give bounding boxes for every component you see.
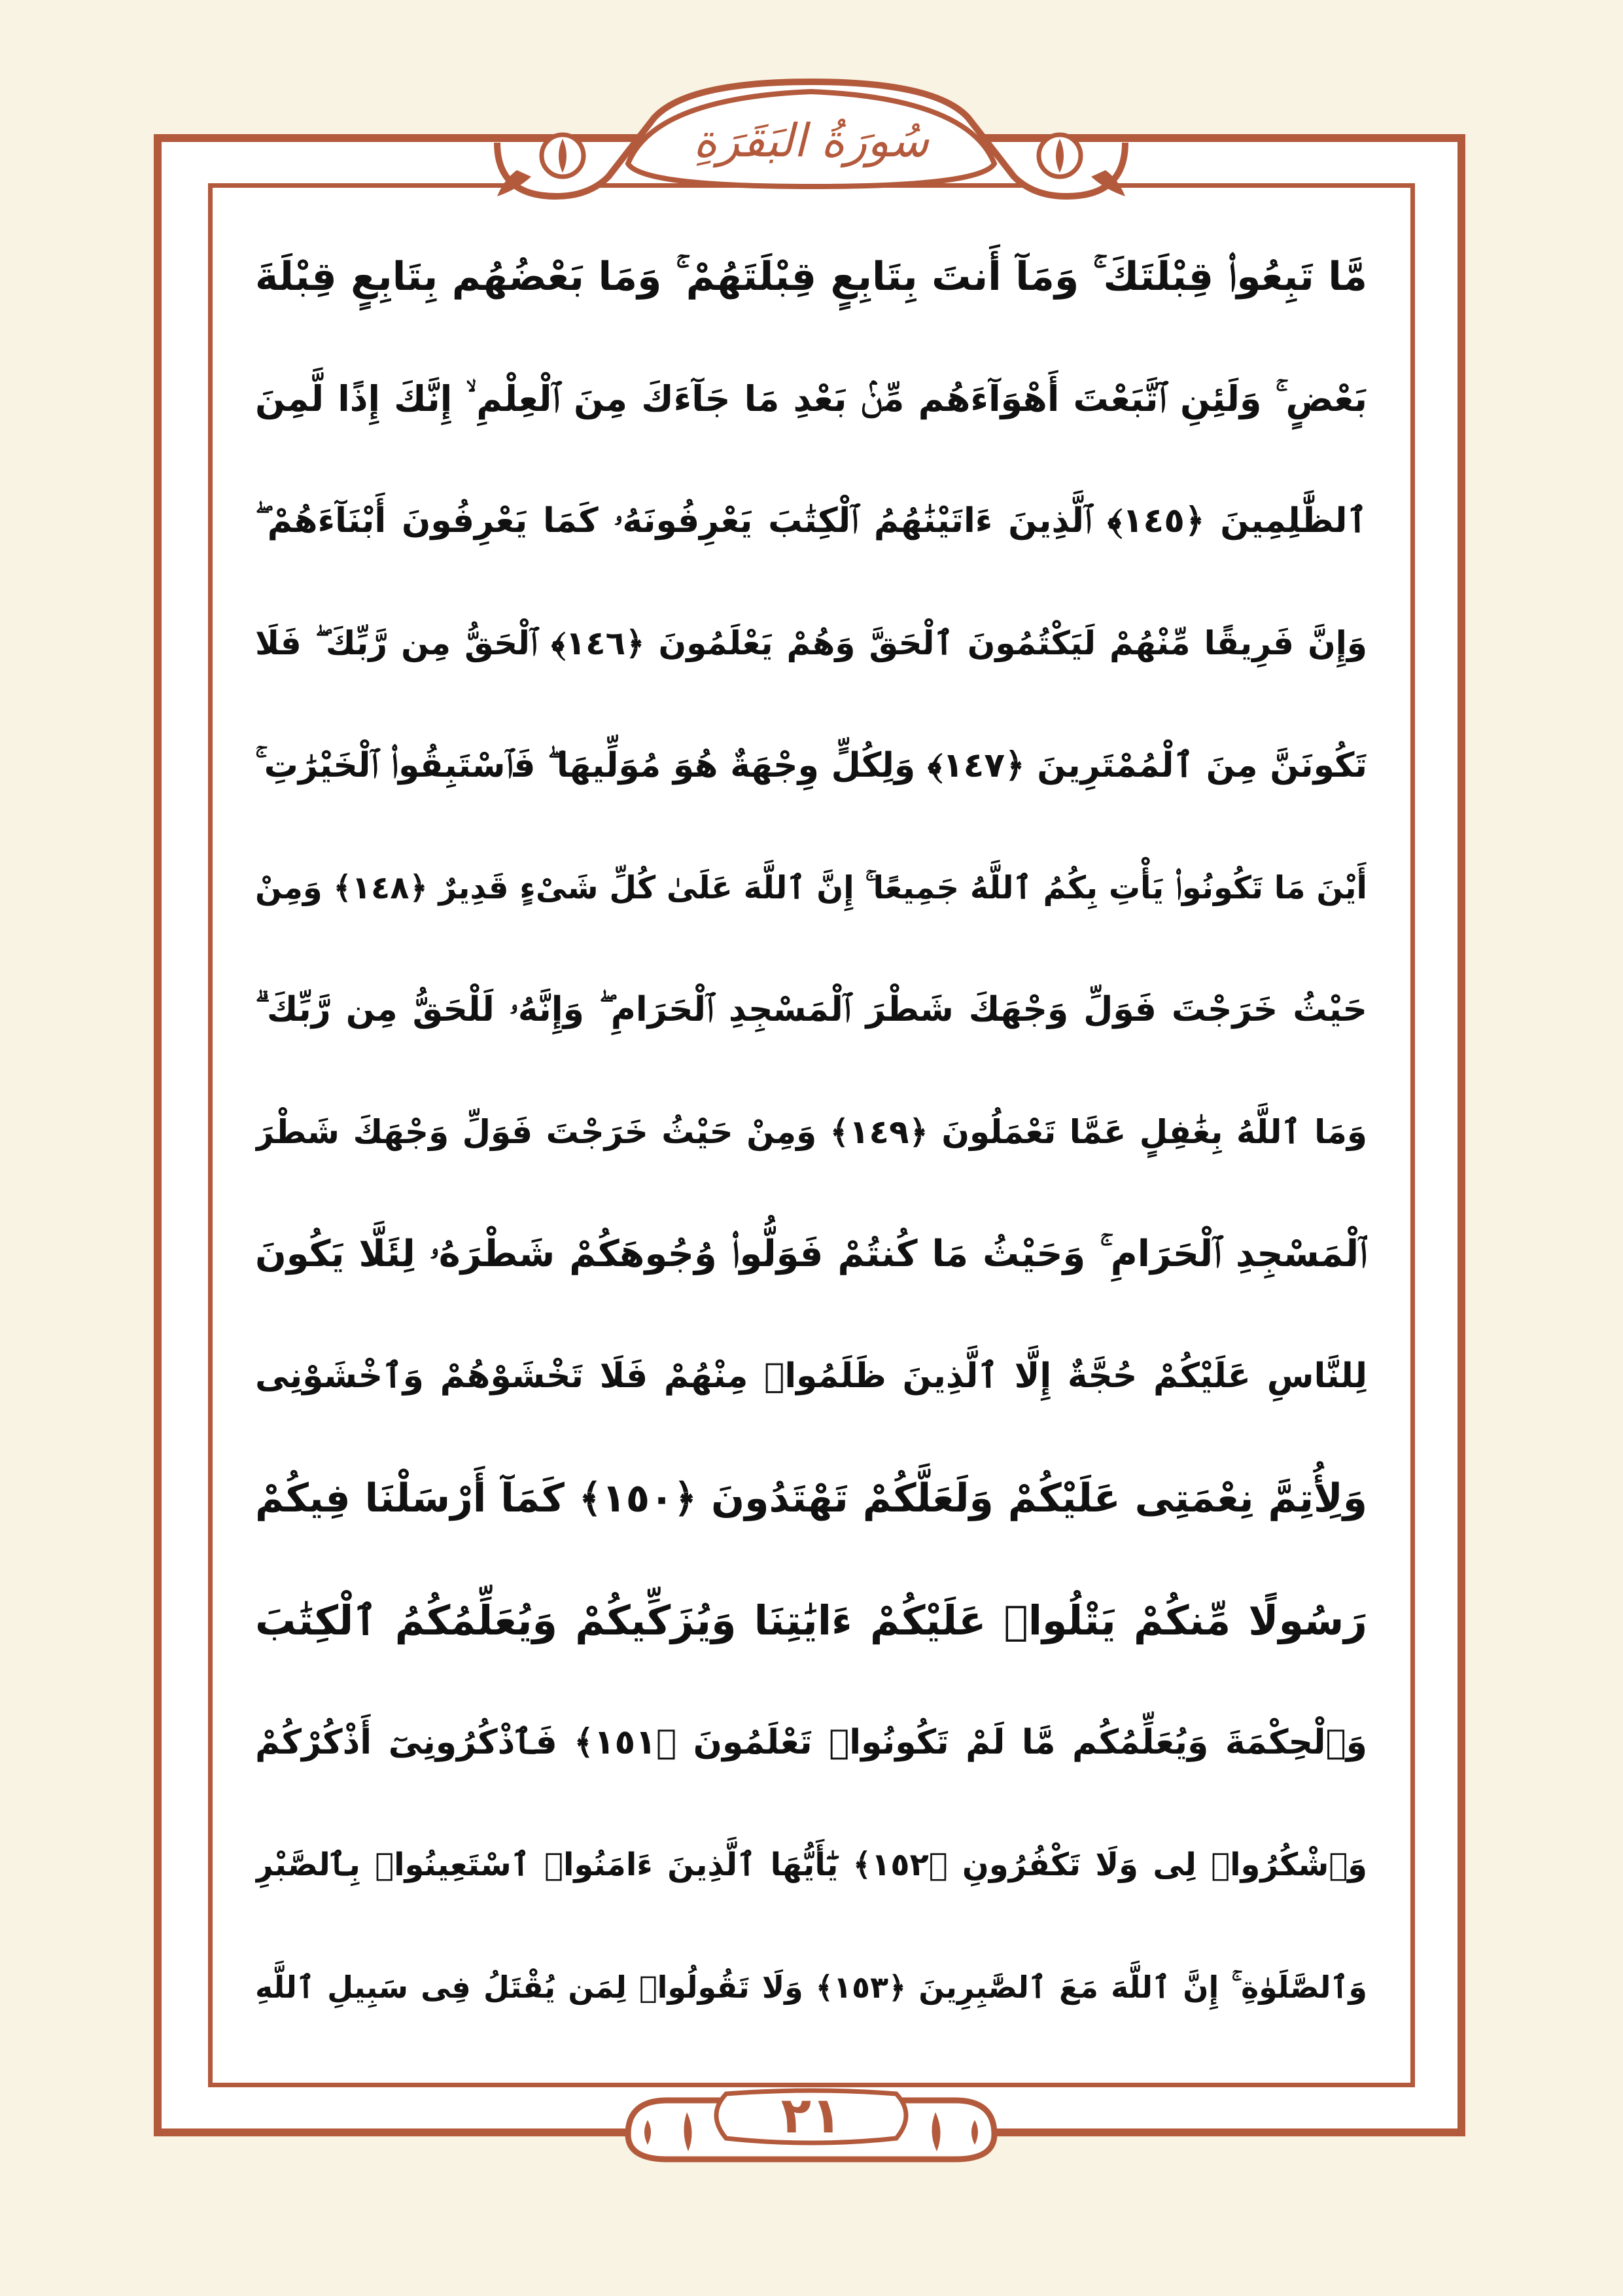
text-line-4: وَإِنَّ فَرِيقًا مِّنْهُمْ لَيَكْتُمُونَ ٱلْحَقَّ وَهُمْ يَعْلَمُونَ ﴿١٤٦﴾ ٱلْحَقُّ مِن رَّبِّكَ ۖ فَلَا: [255, 624, 1367, 663]
text-line-5: تَكُونَنَّ مِنَ ٱلْمُمْتَرِينَ ﴿١٤٧﴾ وَلِكُلٍّ وِجْهَةٌ هُوَ مُوَلِّيهَا ۖ فَٱسْتَبِقُوا۟ ٱلْخَيْرَٰتِ ۚ: [255, 745, 1367, 785]
text-line-14: وَٱشْكُرُوا۟ لِى وَلَا تَكْفُرُونِ ﴿١٥٢﴾ يَٰٓأَيُّهَا ٱلَّذِينَ ءَامَنُوا۟ ٱسْتَعِينُوا۟ بِٱلصَّبْرِ: [255, 1846, 1367, 1884]
page-number: ٢١: [780, 2086, 842, 2144]
text-line-15: وَٱلصَّلَوٰةِ ۚ إِنَّ ٱللَّهَ مَعَ ٱلصَّٰبِرِينَ ﴿١٥٣﴾ وَلَا تَقُولُوا۟ لِمَن يُقْتَلُ فِى سَبِيلِ ٱللَّهِ: [255, 1969, 1367, 2005]
text-line-13: وَٱلْحِكْمَةَ وَيُعَلِّمُكُم مَّا لَمْ تَكُونُوا۟ تَعْلَمُونَ ﴿١٥١﴾ فَٱذْكُرُونِىٓ أَذْكُرْكُمْ: [255, 1723, 1367, 1763]
text-line-11: وَلِأُتِمَّ نِعْمَتِى عَلَيْكُمْ وَلَعَلَّكُمْ تَهْتَدُونَ ﴿١٥٠﴾ كَمَآ أَرْسَلْنَا فِيكُمْ: [255, 1475, 1367, 1522]
text-line-6: أَيْنَ مَا تَكُونُوا۟ يَأْتِ بِكُمُ ٱللَّهُ جَمِيعًا ۚ إِنَّ ٱللَّهَ عَلَىٰ كُلِّ شَىْءٍ قَدِيرٌ ﴿١٤٨﴾ وَمِنْ: [255, 869, 1367, 906]
text-line-8: وَمَا ٱللَّهُ بِغَٰفِلٍ عَمَّا تَعْمَلُونَ ﴿١٤٩﴾ وَمِنْ حَيْثُ خَرَجْتَ فَوَلِّ وَجْهَكَ شَطْرَ: [255, 1112, 1367, 1151]
surah-title: سُورَةُ البَقَرَةِ: [693, 114, 930, 168]
quran-text-block: [255, 222, 1367, 2041]
text-line-7: حَيْثُ خَرَجْتَ فَوَلِّ وَجْهَكَ شَطْرَ ٱلْمَسْجِدِ ٱلْحَرَامِ ۖ وَإِنَّهُۥ لَلْحَقُّ مِن رَّبِّكَ ۗ: [255, 990, 1367, 1030]
text-line-3: ٱلظَّٰلِمِينَ ﴿١٤٥﴾ ٱلَّذِينَ ءَاتَيْنَٰهُمُ ٱلْكِتَٰبَ يَعْرِفُونَهُۥ كَمَا يَعْرِفُونَ أَبْنَآءَهُمْ ۖ: [255, 501, 1367, 541]
text-line-12: رَسُولًا مِّنكُمْ يَتْلُوا۟ عَلَيْكُمْ ءَايَٰتِنَا وَيُزَكِّيكُمْ وَيُعَلِّمُكُمُ ٱلْكِتَٰبَ: [255, 1596, 1367, 1644]
text-line-1: مَّا تَبِعُوا۟ قِبْلَتَكَ ۚ وَمَآ أَنتَ بِتَابِعٍ قِبْلَتَهُمْ ۚ وَمَا بَعْضُهُم بِتَابِعٍ قِبْلَةَ: [255, 254, 1367, 300]
text-line-10: لِلنَّاسِ عَلَيْكُمْ حُجَّةٌ إِلَّا ٱلَّذِينَ ظَلَمُوا۟ مِنْهُمْ فَلَا تَخْشَوْهُمْ وَٱخْشَوْنِى: [255, 1356, 1367, 1396]
text-line-2: بَعْضٍ ۚ وَلَئِنِ ٱتَّبَعْتَ أَهْوَآءَهُم مِّنۢ بَعْدِ مَا جَآءَكَ مِنَ ٱلْعِلْمِ ۙ إِنَّكَ إِذًا لَّمِنَ: [255, 378, 1367, 419]
text-line-9: ٱلْمَسْجِدِ ٱلْحَرَامِ ۚ وَحَيْثُ مَا كُنتُمْ فَوَلُّوا۟ وُجُوهَكُمْ شَطْرَهُۥ لِئَلَّا يَكُونَ: [255, 1232, 1367, 1275]
